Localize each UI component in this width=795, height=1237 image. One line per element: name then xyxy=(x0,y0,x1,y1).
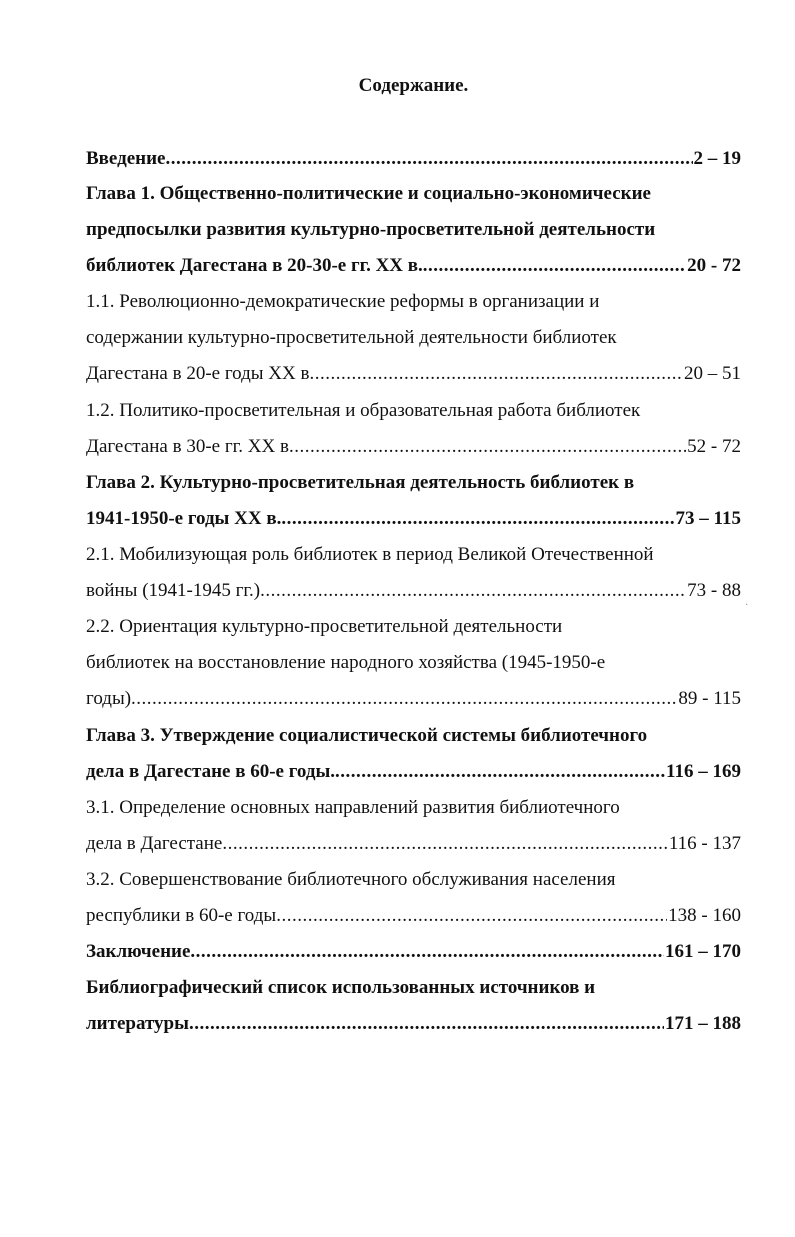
dot-leader xyxy=(166,145,693,173)
toc-bibliography-line: Библиографический список использованных источников и xyxy=(86,977,596,998)
toc-entry-intro xyxy=(86,145,741,173)
toc-section-3-1-line: 3.1. Определение основных направлений развития библиотечного xyxy=(86,797,620,818)
toc-page-range: 116 - 137 xyxy=(668,833,741,854)
dot-leader xyxy=(276,902,667,930)
toc-section-2-1-last-line xyxy=(86,577,741,605)
toc-page-range: 73 – 115 xyxy=(675,508,741,529)
dot-leader xyxy=(131,685,677,713)
toc-section-2-1-line: 2.1. Мобилизующая роль библиотек в период Великой Отечественной xyxy=(86,544,654,565)
toc-section-1-1-line: 1.1. Революционно-демократические реформы в организации и xyxy=(86,291,600,312)
toc-section-2-2-line: 2.2. Ориентация культурно-просветительной деятельности xyxy=(86,616,563,637)
toc-entry-title: дела в Дагестане xyxy=(86,833,223,854)
toc-section-3-2-last-line xyxy=(86,902,741,930)
toc-section-1-2-line: 1.2. Политико-просветительная и образовательная работа библиотек xyxy=(86,400,641,421)
dot-leader xyxy=(281,505,674,533)
dot-leader xyxy=(289,433,686,461)
toc-entry-title: Дагестана в 20-е годы XX в xyxy=(86,363,310,384)
toc-chapter-1-line: Глава 1. Общественно-политические и социально-экономические xyxy=(86,183,651,204)
dot-leader xyxy=(309,360,683,388)
toc-page-range: 52 - 72 xyxy=(687,436,741,457)
toc-entry-title: Введение xyxy=(86,148,166,169)
toc-chapter-2-line: Глава 2. Культурно-просветительная деятельность библиотек в xyxy=(86,472,635,493)
toc-page-range: 20 - 72 xyxy=(687,255,741,276)
toc-entry-title: дела в Дагестане в 60-е годы. xyxy=(86,761,336,782)
dot-leader xyxy=(423,252,686,280)
toc-entry-conclusion xyxy=(86,938,741,966)
dot-leader xyxy=(190,938,664,966)
dot-leader xyxy=(189,1010,664,1038)
toc-chapter-2-last-line xyxy=(86,505,741,533)
toc-page-range: 2 – 19 xyxy=(693,148,741,169)
toc-page-range: 116 – 169 xyxy=(666,761,741,782)
toc-entry-title: литературы xyxy=(86,1013,189,1034)
dot-leader xyxy=(335,758,665,786)
toc-bibliography-last-line xyxy=(86,1010,741,1038)
toc-entry-title: Дагестана в 30-е гг. XX в xyxy=(86,436,289,457)
toc-page-range: 138 - 160 xyxy=(668,905,741,926)
toc-section-3-1-last-line xyxy=(86,830,741,858)
toc-chapter-3-last-line xyxy=(86,758,741,786)
toc-entry-title: 1941-1950-е годы XX в. xyxy=(86,508,282,529)
toc-section-1-1-line: содержании культурно-просветительной деятельности библиотек xyxy=(86,327,617,348)
toc-entry-title: войны (1941-1945 гг.) xyxy=(86,580,261,601)
toc-entry-title: годы) xyxy=(86,688,132,709)
toc-page-range: 161 – 170 xyxy=(665,941,741,962)
toc-chapter-1-line: предпосылки развития культурно-просветительной деятельности xyxy=(86,219,656,240)
scan-speck: · xyxy=(745,600,749,611)
dot-leader xyxy=(260,577,686,605)
toc-section-1-1-last-line xyxy=(86,360,741,388)
toc-entry-title: библиотек Дагестана в 20-30-е гг. XX в. xyxy=(86,255,423,276)
toc-entry-title: республики в 60-е годы xyxy=(86,905,277,926)
toc-section-2-2-last-line xyxy=(86,685,741,713)
toc-section-2-2-line: библиотек на восстановление народного хозяйства (1945-1950-е xyxy=(86,652,606,673)
toc-page-range: 73 - 88 xyxy=(687,580,741,601)
toc-section-3-2-line: 3.2. Совершенствование библиотечного обслуживания населения xyxy=(86,869,616,890)
toc-page-range: 89 - 115 xyxy=(678,688,741,709)
toc-chapter-3-line: Глава 3. Утверждение социалистической системы библиотечного xyxy=(86,725,648,746)
toc-chapter-1-last-line xyxy=(86,252,741,280)
toc-page-range: 20 – 51 xyxy=(684,363,741,384)
toc-section-1-2-last-line xyxy=(86,433,741,461)
dot-leader xyxy=(222,830,668,858)
page-title: Содержание. xyxy=(358,75,469,96)
toc-page-range: 171 – 188 xyxy=(665,1013,741,1034)
toc-entry-title: Заключение xyxy=(86,941,191,962)
